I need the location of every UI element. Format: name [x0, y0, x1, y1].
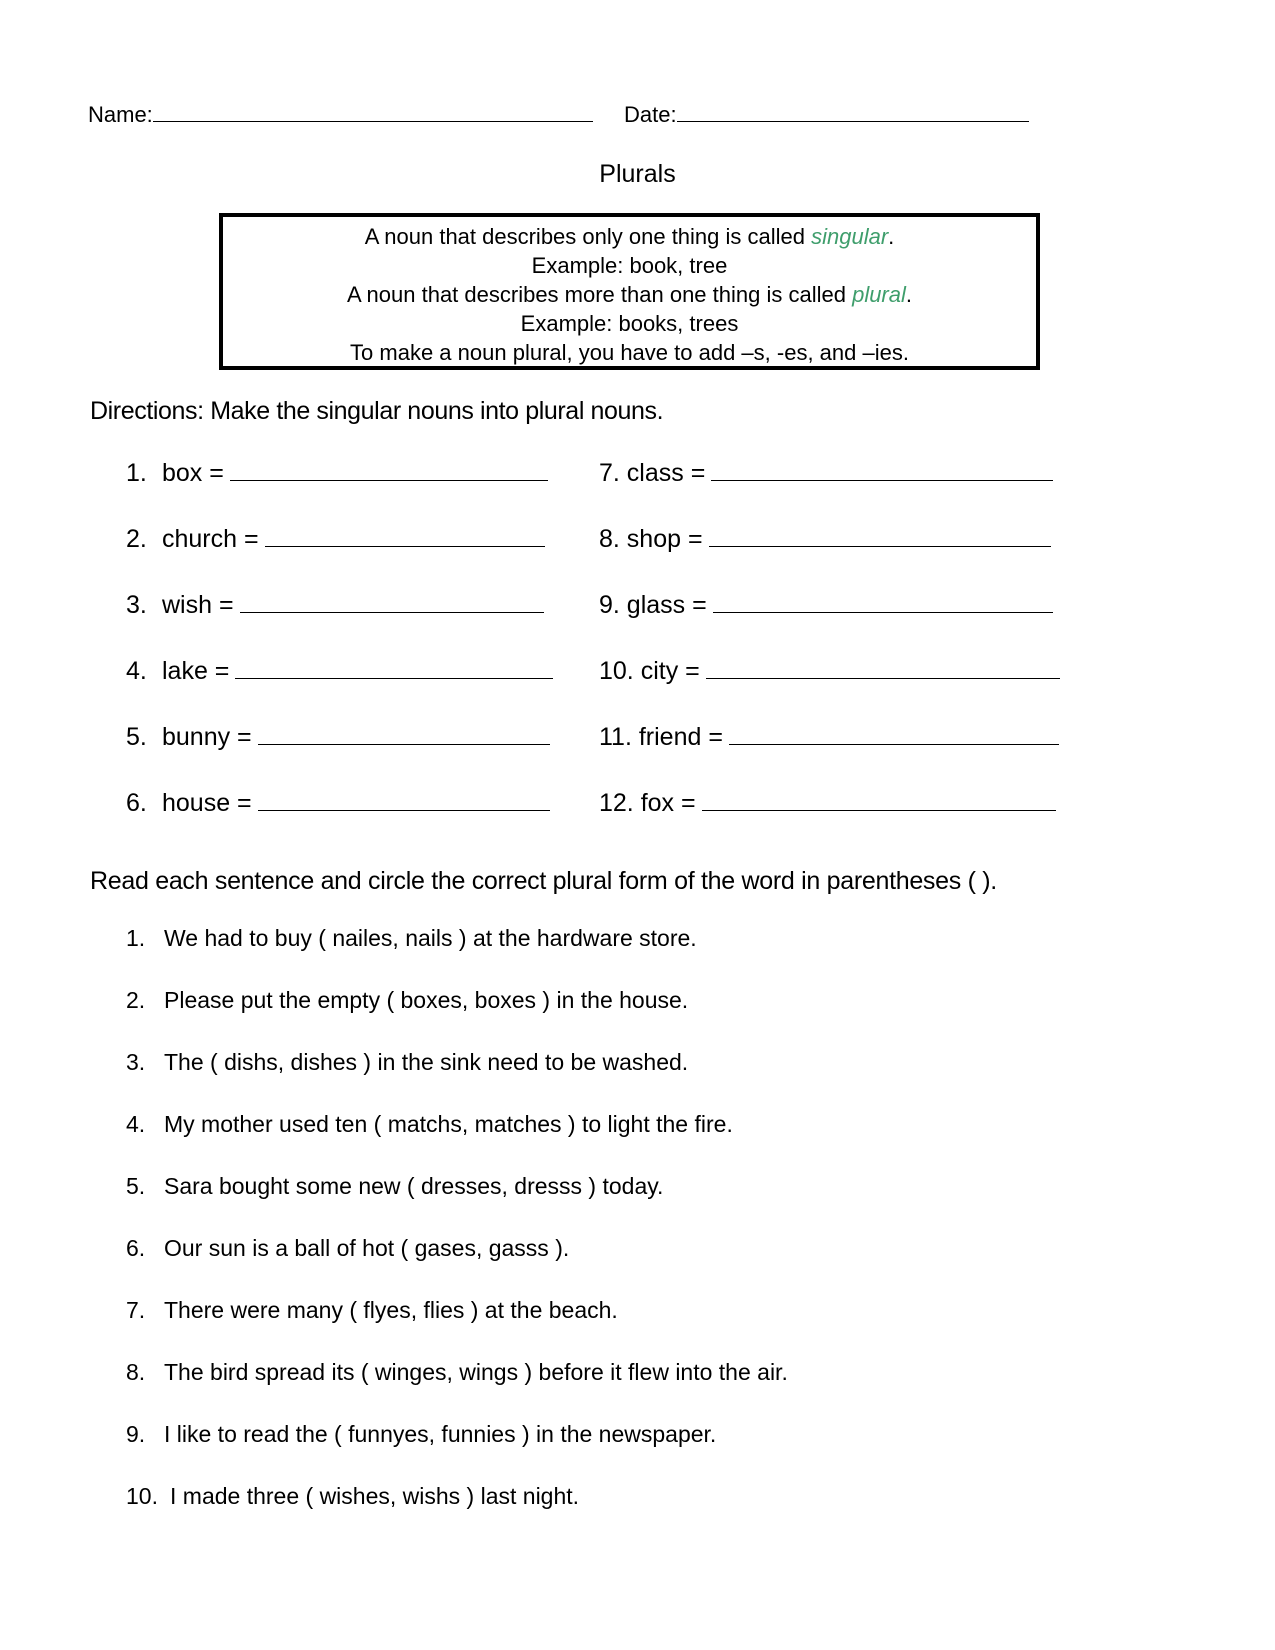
sentence-item: 1. We had to buy ( nailes, nails ) at the hardware store. — [126, 925, 697, 951]
date-line[interactable] — [677, 121, 1029, 122]
date-label: Date: — [624, 102, 677, 127]
answer-blank[interactable] — [702, 788, 1056, 811]
exercise-item: 8. shop = — [599, 524, 1051, 554]
answer-blank[interactable] — [235, 656, 553, 679]
directions: Directions: Make the singular nouns into plural nouns. — [90, 397, 664, 425]
answer-blank[interactable] — [706, 656, 1060, 679]
plural-term: plural — [852, 282, 906, 307]
exercise-item: 6. house = — [126, 788, 550, 818]
sentence-item: 2. Please put the empty ( boxes, boxes ) in the house. — [126, 987, 689, 1013]
answer-blank[interactable] — [230, 458, 548, 481]
rule-line-5: To make a noun plural, you have to add –s, -es, and –ies. — [350, 340, 909, 365]
read-instructions: Read each sentence and circle the correct plural form of the word in parentheses ( ). — [90, 867, 997, 895]
sentence-item: 6. Our sun is a ball of hot ( gases, gasss ). — [126, 1235, 570, 1261]
exercise-item: 7. class = — [599, 458, 1053, 488]
name-label: Name: — [88, 102, 153, 127]
rule-box — [219, 213, 1040, 370]
exercise-item: 12. fox = — [599, 788, 1056, 818]
page-title: Plurals — [599, 160, 676, 188]
exercise-item: 2. church = — [126, 524, 545, 554]
exercise-item: 9. glass = — [599, 590, 1053, 620]
exercise-item: 1. box = — [126, 458, 548, 488]
exercise-item: 4. lake = — [126, 656, 553, 686]
rule-line-1: A noun that describes only one thing is called singular. — [364, 224, 895, 249]
sentence-item: 4. My mother used ten ( matchs, matches ) to light the fire. — [126, 1111, 733, 1137]
answer-blank[interactable] — [258, 722, 550, 745]
answer-blank[interactable] — [729, 722, 1059, 745]
answer-blank[interactable] — [709, 524, 1051, 547]
singular-term: singular — [811, 224, 889, 249]
name-field[interactable] — [88, 102, 593, 128]
sentence-item: 5. Sara bought some new ( dresses, dresss ) today. — [126, 1173, 664, 1199]
answer-blank[interactable] — [258, 788, 550, 811]
sentence-item: 8. The bird spread its ( winges, wings ) before it flew into the air. — [126, 1359, 788, 1385]
date-field[interactable] — [624, 102, 1029, 128]
answer-blank[interactable] — [265, 524, 545, 547]
rule-line-2: Example: book, tree — [531, 253, 728, 278]
sentence-item: 10. I made three ( wishes, wishs ) last night. — [126, 1483, 580, 1509]
answer-blank[interactable] — [711, 458, 1053, 481]
rule-line-3: A noun that describes more than one thing is called plural. — [346, 282, 913, 307]
sentence-item: 7. There were many ( flyes, flies ) at the beach. — [126, 1297, 618, 1323]
exercise-item: 3. wish = — [126, 590, 544, 620]
exercise-item: 11. friend = — [599, 722, 1059, 752]
sentence-item: 3. The ( dishs, dishes ) in the sink need to be washed. — [126, 1049, 689, 1075]
name-line[interactable] — [153, 121, 593, 122]
exercise-item: 5. bunny = — [126, 722, 550, 752]
exercise-item: 10. city = — [599, 656, 1060, 686]
sentence-item: 9. I like to read the ( funnyes, funnies ) in the newspaper. — [126, 1421, 717, 1447]
answer-blank[interactable] — [713, 590, 1053, 613]
answer-blank[interactable] — [240, 590, 544, 613]
rule-line-4: Example: books, trees — [520, 311, 739, 336]
